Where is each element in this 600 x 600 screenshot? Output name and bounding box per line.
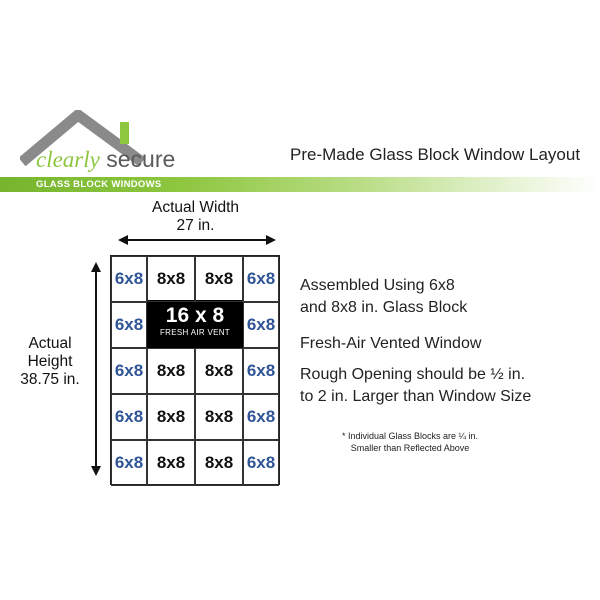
- glass-block-6x8: 6x8: [243, 348, 279, 394]
- height-label-line-1: Actual: [28, 335, 72, 352]
- glass-block-6x8: 6x8: [243, 302, 279, 348]
- footnote-line-1: * Individual Glass Blocks are ¼ in.: [341, 431, 479, 441]
- width-label: [128, 199, 263, 235]
- glass-block-grid: [110, 255, 280, 485]
- width-label-line-2: 27 in.: [176, 217, 215, 234]
- glass-block-6x8: 6x8: [111, 440, 147, 486]
- glass-block-8x8: 8x8: [147, 348, 195, 394]
- page-title: Pre-Made Glass Block Window Layout: [290, 145, 581, 164]
- width-label-line-1: Actual Width: [151, 199, 239, 216]
- width-arrow: [118, 233, 276, 247]
- glass-block-6x8: 6x8: [111, 256, 147, 302]
- glass-block-6x8: 6x8: [111, 394, 147, 440]
- info-vented: Fresh-Air Vented Window: [300, 335, 482, 352]
- glass-block-8x8: 8x8: [195, 440, 243, 486]
- glass-block-8x8: 8x8: [147, 256, 195, 302]
- info-rough-opening-line-1: Rough Opening should be ½ in.: [300, 366, 526, 383]
- height-label: [10, 335, 90, 389]
- footnote: [300, 430, 520, 454]
- vent-size-label: 16 x 8: [165, 304, 225, 327]
- info-assembled-line-1: Assembled Using 6x8: [300, 277, 455, 294]
- info-assembled-line-2: and 8x8 in. Glass Block: [300, 299, 468, 316]
- brand-logo: [36, 146, 175, 173]
- glass-block-6x8: 6x8: [111, 348, 147, 394]
- height-label-line-3: 38.75 in.: [20, 371, 80, 388]
- vent-description: FRESH AIR VENT: [160, 328, 230, 337]
- glass-block-8x8: 8x8: [147, 440, 195, 486]
- info-rough-opening-line-2: to 2 in. Larger than Window Size: [300, 388, 532, 405]
- logo-word-secure: secure: [106, 146, 176, 172]
- footnote-line-2: Smaller than Reflected Above: [350, 443, 470, 453]
- fresh-air-vent: [147, 300, 243, 348]
- glass-block-6x8: 6x8: [243, 394, 279, 440]
- brand-tagline: GLASS BLOCK WINDOWS: [36, 179, 162, 190]
- glass-block-6x8: 6x8: [111, 302, 147, 348]
- logo-word-clearly: clearly: [36, 147, 100, 172]
- glass-block-6x8: 6x8: [243, 440, 279, 486]
- glass-block-6x8: 6x8: [243, 256, 279, 302]
- glass-block-8x8: 8x8: [147, 394, 195, 440]
- height-arrow: [89, 262, 103, 476]
- glass-block-8x8: 8x8: [195, 394, 243, 440]
- glass-block-8x8: 8x8: [195, 348, 243, 394]
- height-label-line-2: Height: [27, 353, 73, 370]
- glass-block-8x8: 8x8: [195, 256, 243, 302]
